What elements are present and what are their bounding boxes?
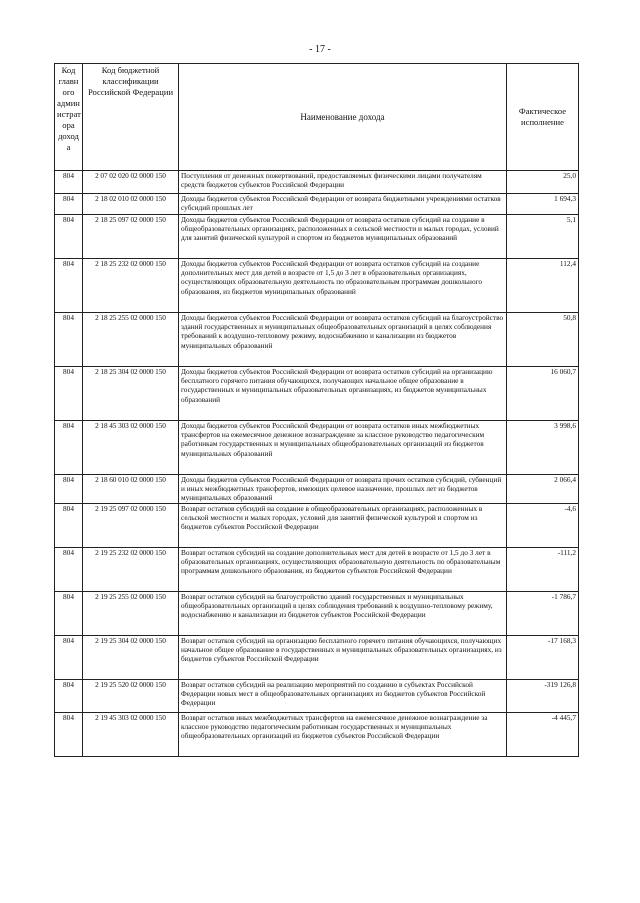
revenue-name-cell: Доходы бюджетов субъектов Российской Федерации от возврата остатков субсидий на благоустройство зданий государственных и муниципальных общеобразовательных организаций в целях соблюдения требований к воздушно-тепловому режиму, водоснабжению и канализации из бюджетов муниципальных образований <box>179 313 507 367</box>
page-number: - 17 - <box>309 44 331 55</box>
revenue-name-cell: Возврат остатков субсидий на организацию бесплатного горячего питания обучающихся, получающих начальное общее образование в государственных и муниципальных образовательных организациях, из бюджетов субъектов Российской Федерации <box>179 636 507 680</box>
budget-code-cell: 2 19 25 304 02 0000 150 <box>83 636 179 680</box>
amount-cell: -111,2 <box>507 548 579 592</box>
header-budget-code: Код бюджетной классификации Российской Федерации <box>83 64 179 171</box>
table-row <box>55 713 579 757</box>
budget-code-cell: 2 18 45 303 02 0000 150 <box>83 421 179 475</box>
budget-code-cell: 2 19 25 097 02 0000 150 <box>83 504 179 548</box>
budget-code-cell: 2 18 25 304 02 0000 150 <box>83 367 179 421</box>
admin-code-cell: 804 <box>55 215 83 259</box>
revenue-name-cell: Возврат остатков субсидий на благоустройство зданий государственных и муниципальных общеобразовательных организаций в целях соблюдения требований к воздушно-тепловому режиму, водоснабжению и канализации из бюджетов субъектов Российской Федерации <box>179 592 507 636</box>
amount-cell: 1 694,3 <box>507 194 579 215</box>
admin-code-cell: 804 <box>55 592 83 636</box>
budget-code-cell: 2 18 25 097 02 0000 150 <box>83 215 179 259</box>
table-row <box>55 475 579 504</box>
amount-cell: -4 445,7 <box>507 713 579 757</box>
revenue-name-cell: Возврат остатков субсидий на создание в общеобразовательных организациях, расположенных в сельской местности и малых городах, условий для занятий физической культурой и спортом из бюджетов субъектов Российской Федерации <box>179 504 507 548</box>
table-row <box>55 215 579 259</box>
amount-cell: -319 126,8 <box>507 680 579 713</box>
admin-code-cell: 804 <box>55 475 83 504</box>
table-row <box>55 171 579 194</box>
amount-cell: 3 998,6 <box>507 421 579 475</box>
header-admin-code: Код главн ого админ истрат ора доход а <box>55 64 83 171</box>
table-row <box>55 421 579 475</box>
table-row <box>55 313 579 367</box>
budget-code-cell: 2 19 25 520 02 0000 150 <box>83 680 179 713</box>
admin-code-cell: 804 <box>55 194 83 215</box>
admin-code-cell: 804 <box>55 367 83 421</box>
amount-cell: 50,8 <box>507 313 579 367</box>
table-row <box>55 367 579 421</box>
admin-code-cell: 804 <box>55 313 83 367</box>
table-row <box>55 259 579 313</box>
amount-cell: 112,4 <box>507 259 579 313</box>
table-row <box>55 504 579 548</box>
revenue-name-cell: Доходы бюджетов субъектов Российской Федерации от возврата остатков иных межбюджетных трансфертов на ежемесячное денежное вознаграждение за классное руководство педагогическим работникам государственных и муниципальных общеобразовательных организаций из бюджетов муниципальных образований <box>179 421 507 475</box>
budget-code-cell: 2 19 25 255 02 0000 150 <box>83 592 179 636</box>
budget-code-cell: 2 19 25 232 02 0000 150 <box>83 548 179 592</box>
budget-code-cell: 2 07 02 020 02 0000 150 <box>83 171 179 194</box>
budget-code-cell: 2 19 45 303 02 0000 150 <box>83 713 179 757</box>
revenue-name-cell: Возврат остатков иных межбюджетных трансфертов на ежемесячное денежное вознаграждение за классное руководство педагогическим работникам государственных и муниципальных общеобразовательных организаций из бюджетов субъектов Российской Федерации <box>179 713 507 757</box>
table-row <box>55 680 579 713</box>
admin-code-cell: 804 <box>55 421 83 475</box>
revenue-name-cell: Поступления от денежных пожертвований, предоставляемых физическими лицами получателям средств бюджетов субъектов Российской Федерации <box>179 171 507 194</box>
budget-code-cell: 2 18 25 255 02 0000 150 <box>83 313 179 367</box>
budget-code-cell: 2 18 02 010 02 0000 150 <box>83 194 179 215</box>
admin-code-cell: 804 <box>55 504 83 548</box>
table-row <box>55 194 579 215</box>
header-revenue-name: Наименование дохода <box>179 64 507 171</box>
admin-code-cell: 804 <box>55 171 83 194</box>
table-body <box>55 171 579 757</box>
revenue-name-cell: Возврат остатков субсидий на реализацию мероприятий по созданию в субъектах Российской Федерации новых мест в общеобразовательных организациях из бюджетов субъектов Российской Федерации <box>179 680 507 713</box>
amount-cell: -4,6 <box>507 504 579 548</box>
amount-cell: -1 786,7 <box>507 592 579 636</box>
header-actual-execution: Фактическое исполнение <box>507 64 579 171</box>
admin-code-cell: 804 <box>55 636 83 680</box>
revenue-name-cell: Возврат остатков субсидий на создание дополнительных мест для детей в возрасте от 1,5 до 3 лет в образовательных организациях, осуществляющих образовательную деятельность по образовательным программам дошкольного образования, из бюджетов субъектов Российской Федерации <box>179 548 507 592</box>
amount-cell: -17 168,3 <box>507 636 579 680</box>
revenue-name-cell: Доходы бюджетов субъектов Российской Федерации от возврата остатков субсидий на организацию бесплатного горячего питания обучающихся, получающих начальное общее образование в государственных и муниципальных образовательных организациях, из бюджетов муниципальных образований <box>179 367 507 421</box>
revenue-name-cell: Доходы бюджетов субъектов Российской Федерации от возврата прочих остатков субсидий, субвенций и иных межбюджетных трансфертов, имеющих целевое назначение, прошлых лет из бюджетов муниципальных образований <box>179 475 507 504</box>
admin-code-cell: 804 <box>55 713 83 757</box>
revenue-name-cell: Доходы бюджетов субъектов Российской Федерации от возврата бюджетными учреждениями остатков субсидий прошлых лет <box>179 194 507 215</box>
amount-cell: 2 066,4 <box>507 475 579 504</box>
revenue-name-cell: Доходы бюджетов субъектов Российской Федерации от возврата остатков субсидий на создание дополнительных мест для детей в возрасте от 1,5 до 3 лет в образовательных организациях, осуществляющих образовательную деятельность по образовательным программам дошкольного образования, из бюджетов муниципальных образований <box>179 259 507 313</box>
budget-code-cell: 2 18 25 232 02 0000 150 <box>83 259 179 313</box>
table-row <box>55 592 579 636</box>
amount-cell: 25,0 <box>507 171 579 194</box>
table-row <box>55 636 579 680</box>
admin-code-cell: 804 <box>55 259 83 313</box>
admin-code-cell: 804 <box>55 680 83 713</box>
revenue-table <box>54 63 579 757</box>
admin-code-cell: 804 <box>55 548 83 592</box>
budget-code-cell: 2 18 60 010 02 0000 150 <box>83 475 179 504</box>
table-row <box>55 548 579 592</box>
table-header-row <box>55 64 579 171</box>
amount-cell: 5,1 <box>507 215 579 259</box>
amount-cell: 16 060,7 <box>507 367 579 421</box>
revenue-name-cell: Доходы бюджетов субъектов Российской Федерации от возврата остатков субсидий на создание в общеобразовательных организациях, расположенных в сельской местности и малых городах, условий для занятий физической культурой и спортом из бюджетов муниципальных образований <box>179 215 507 259</box>
